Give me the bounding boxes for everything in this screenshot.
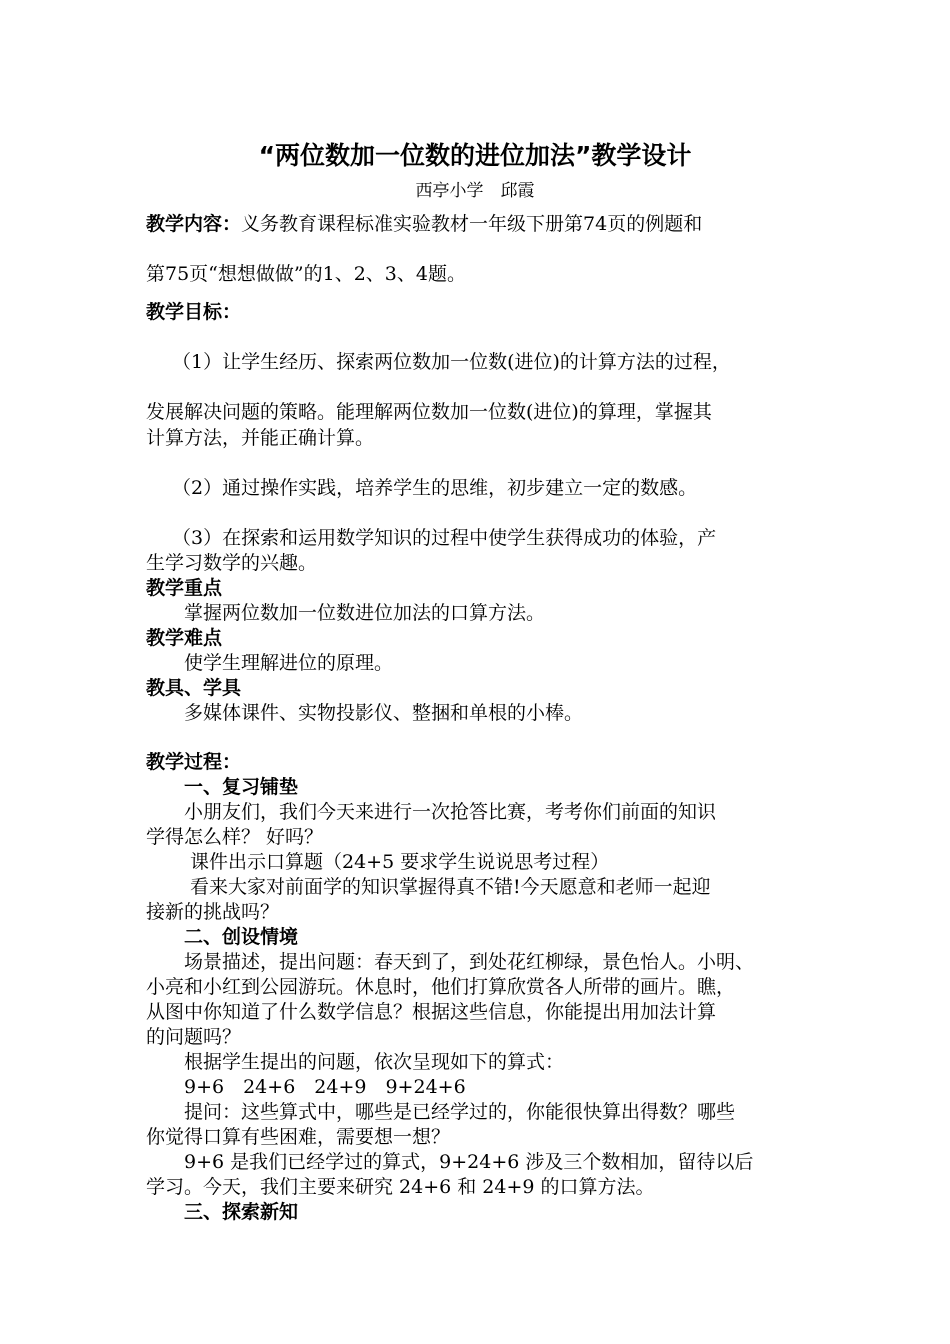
author-line: 西亭小学 邱霞: [415, 181, 535, 201]
s2-p1-line-4: 的问题吗？: [146, 1026, 242, 1048]
section-3-heading: 三、探索新知: [184, 1201, 299, 1223]
s2-p1-line-2: 小亮和小红到公园游玩。休息时，他们打算欣赏各人所带的画片。瞧，: [146, 976, 736, 998]
s1-p3-line-1: 看来大家对前面学的知识掌握得真不错!今天愿意和老师一起迎: [190, 876, 711, 898]
goal-3-line-2: 生学习数学的兴趣。: [146, 552, 318, 574]
goal-2: （2）通过操作实践，培养学生的思维，初步建立一定的数感。: [172, 477, 698, 499]
process-heading: 教学过程：: [146, 751, 242, 773]
section-1-heading: 一、复习铺垫: [184, 776, 299, 798]
s2-p2: 根据学生提出的问题，依次呈现如下的算式：: [184, 1051, 565, 1073]
s1-p1-line-1: 小朋友们，我们今天来进行一次抢答比赛，考考你们前面的知识: [184, 801, 717, 823]
key-point-heading: 教学重点: [146, 577, 223, 599]
s1-p1-line-2: 学得怎么样？ 好吗？: [146, 826, 324, 848]
content-label: 教学内容：: [146, 213, 242, 235]
s2-p4-line-2: 学习。今天，我们主要来研究 24+6 和 24+9 的口算方法。: [146, 1176, 655, 1198]
difficulty-heading: 教学难点: [146, 627, 223, 649]
section-2-heading: 二、创设情境: [184, 926, 299, 948]
s2-p3-line-2: 你觉得口算有些困难，需要想一想？: [146, 1126, 451, 1148]
tools-heading: 教具、学具: [146, 677, 242, 699]
goal-3-line-1: （3）在探索和运用数学知识的过程中使学生获得成功的体验，产: [172, 527, 717, 549]
s1-p3-line-2: 接新的挑战吗？: [146, 901, 280, 923]
s2-p3-line-1: 提问：这些算式中，哪些是已经学过的，你能很快算出得数？哪些: [184, 1101, 736, 1123]
s2-formulas: 9+6 24+6 24+9 9+24+6: [184, 1076, 466, 1098]
goals-heading: 教学目标：: [146, 301, 242, 323]
s1-p2: 课件出示口算题（24+5 要求学生说说思考过程）: [190, 851, 610, 873]
goal-1-line-1: （1）让学生经历、探索两位数加一位数(进位)的计算方法的过程，: [172, 351, 731, 373]
document-title: “两位数加一位数的进位加法”教学设计: [258, 141, 692, 170]
goal-1-line-3: 计算方法，并能正确计算。: [146, 427, 375, 449]
content-text: 义务教育课程标准实验教材一年级下册第74页的例题和: [241, 213, 703, 235]
difficulty-text: 使学生理解进位的原理。: [184, 652, 394, 674]
s2-p1-line-3: 从图中你知道了什么数学信息？根据这些信息，你能提出用加法计算: [146, 1001, 717, 1023]
tools-text: 多媒体课件、实物投影仪、整捆和单根的小棒。: [184, 702, 584, 724]
s2-p1-line-1: 场景描述，提出问题：春天到了，到处花红柳绿，景色怡人。小明、: [184, 951, 755, 973]
key-point-text: 掌握两位数加一位数进位加法的口算方法。: [184, 602, 546, 624]
s2-p4-line-1: 9+6 是我们已经学过的算式，9+24+6 涉及三个数相加，留待以后: [184, 1151, 754, 1173]
goal-1-line-2: 发展解决问题的策略。能理解两位数加一位数(进位)的算理，掌握其: [146, 401, 712, 423]
content-line-2: 第75页“想想做做”的1、2、3、4题。: [146, 263, 466, 285]
content-line-1: [146, 212, 702, 236]
